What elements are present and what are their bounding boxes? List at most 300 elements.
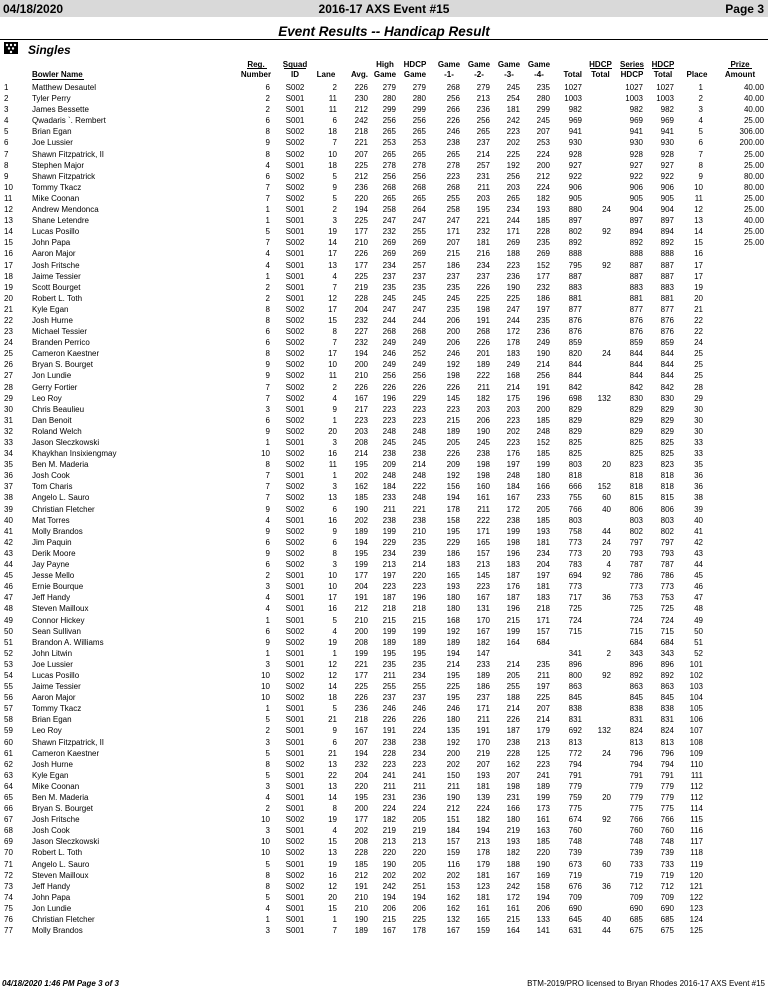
cell-series-hdcp: 892: [629, 238, 643, 248]
cell-game-2: 211: [477, 382, 490, 392]
col-avg: Avg.: [350, 70, 368, 79]
cell-game-1: 195: [446, 526, 460, 536]
cell-place: 9: [698, 171, 703, 181]
cell-high-game: 253: [382, 138, 396, 148]
cell-hdcp-game: 245: [412, 293, 426, 303]
cell-hdcp-total-2: 888: [660, 249, 674, 259]
cell-total: 773: [568, 537, 582, 547]
cell-place: 109: [689, 748, 703, 758]
cell-place: 20: [694, 293, 703, 303]
cell-place: 116: [690, 826, 703, 836]
cell-high-game: 246: [382, 704, 396, 714]
cell-high-game: 226: [382, 382, 396, 392]
cell-series-hdcp: 888: [629, 249, 643, 259]
cell-total: 725: [568, 604, 582, 614]
cell-reg-number: 7: [265, 493, 270, 503]
cell-average: 190: [354, 915, 368, 925]
cell-reg-number: 8: [265, 460, 270, 470]
cell-squad-id: S001: [285, 715, 305, 725]
cell-squad-id: S001: [285, 160, 305, 170]
cell-place: 119: [690, 859, 703, 869]
cell-total: 719: [568, 870, 582, 880]
cell-lane: 12: [328, 881, 337, 891]
cell-game-2: 159: [476, 926, 490, 936]
cell-game-3: 161: [506, 903, 520, 913]
cell-total: 783: [568, 560, 582, 570]
cell-row-position: 63: [4, 770, 13, 780]
cell-reg-number: 7: [265, 182, 270, 192]
table-row: [0, 481, 768, 492]
cell-row-position: 46: [4, 582, 13, 592]
cell-squad-id: S002: [285, 460, 305, 470]
cell-game-1: 226: [446, 449, 460, 459]
cell-game-3: 256: [506, 171, 520, 181]
cell-hdcp-game: 223: [412, 415, 426, 425]
cell-lane: 9: [332, 182, 337, 192]
cell-place: 42: [694, 537, 703, 547]
cell-average: 228: [354, 293, 368, 303]
cell-bowler-name: Andrew Mendonca: [32, 205, 99, 215]
cell-bowler-name: Shane Letendre: [32, 216, 89, 226]
cell-game-1: 145: [446, 393, 460, 403]
cell-squad-id: S001: [285, 94, 305, 104]
cell-game-4: 232: [536, 282, 550, 292]
cell-row-position: 18: [4, 271, 13, 281]
cell-reg-number: 7: [265, 393, 270, 403]
cell-game-4: 194: [536, 892, 550, 902]
cell-game-1: 206: [446, 338, 460, 348]
cell-series-hdcp: 927: [629, 160, 643, 170]
cell-game-3: 172: [506, 892, 520, 902]
cell-lane: 11: [328, 371, 337, 381]
cell-average: 210: [354, 903, 368, 913]
cell-prize-amount: 40.00: [743, 105, 764, 115]
cell-squad-id: S002: [285, 171, 305, 181]
cell-game-3: 242: [506, 116, 520, 126]
cell-game-2: 157: [476, 548, 490, 558]
cell-place: 45: [694, 571, 703, 581]
cell-lane: 1: [332, 915, 337, 925]
cell-average: 232: [354, 338, 368, 348]
cell-lane: 1: [332, 415, 337, 425]
cell-average: 212: [354, 604, 368, 614]
cell-high-game: 223: [382, 404, 396, 414]
cell-average: 226: [354, 382, 368, 392]
cell-game-1: 209: [446, 460, 460, 470]
cell-game-1: 192: [446, 626, 460, 636]
cell-reg-number: 5: [265, 859, 270, 869]
cell-total: 941: [568, 127, 582, 137]
cell-average: 223: [354, 415, 368, 425]
cell-reg-number: 9: [265, 637, 270, 647]
cell-place: 115: [690, 815, 703, 825]
footer-timestamp: 04/18/2020 1:46 PM Page 3 of 3: [2, 979, 119, 988]
cell-hdcp-game: 237: [412, 271, 426, 281]
cell-game-2: 245: [476, 438, 490, 447]
cell-squad-id: S002: [285, 526, 305, 536]
table-row: [0, 93, 768, 104]
cell-place: 112: [690, 781, 703, 791]
cell-place: 12: [694, 205, 703, 215]
cell-average: 225: [354, 682, 368, 692]
cell-squad-id: S002: [285, 837, 305, 847]
cell-place: 46: [694, 582, 703, 592]
cell-bowler-name: Bryan S. Bourget: [32, 804, 93, 814]
cell-total: 773: [568, 548, 582, 558]
cell-average: 232: [354, 315, 368, 325]
cell-lane: 3: [332, 482, 337, 492]
cell-hdcp-total: 60: [602, 493, 611, 503]
cell-reg-number: 4: [265, 903, 270, 913]
cell-lane: 19: [328, 859, 337, 869]
cell-average: 185: [354, 859, 368, 869]
cell-squad-id: S002: [285, 415, 305, 425]
cell-row-position: 67: [4, 815, 13, 825]
cell-game-3: 167: [506, 493, 520, 503]
cell-high-game: 280: [382, 94, 396, 104]
cell-bowler-name: Leo Roy: [32, 726, 62, 736]
cell-game-2: 181: [476, 781, 490, 791]
cell-hdcp-game: 255: [412, 682, 426, 692]
cell-game-2: 206: [476, 415, 490, 425]
cell-high-game: 196: [382, 393, 396, 403]
cell-series-hdcp: 887: [629, 260, 643, 270]
cell-total: 760: [568, 826, 582, 836]
cell-average: 212: [354, 171, 368, 181]
cell-bowler-name: Brian Egan: [32, 127, 72, 137]
cell-reg-number: 3: [265, 826, 270, 836]
cell-squad-id: S001: [285, 926, 305, 936]
cell-place: 14: [694, 227, 703, 237]
cell-bowler-name: Khaykhan Insixiengmay: [32, 449, 117, 459]
cell-total: 888: [568, 249, 582, 259]
table-row: [0, 104, 768, 115]
cell-series-hdcp: 922: [629, 171, 643, 181]
table-row: [0, 836, 768, 847]
cell-reg-number: 2: [265, 282, 270, 292]
cell-lane: 5: [332, 704, 337, 714]
cell-game-4: 212: [536, 171, 550, 181]
cell-game-4: 204: [536, 560, 550, 570]
cell-game-4: 213: [536, 737, 550, 747]
cell-lane: 20: [328, 892, 337, 902]
cell-reg-number: 9: [265, 371, 270, 381]
col-hdcptotal2-top: HDCP: [651, 60, 675, 69]
table-row: [0, 903, 768, 914]
cell-bowler-name: Angelo L. Sauro: [32, 859, 90, 869]
cell-average: 204: [354, 582, 368, 592]
cell-total: 982: [568, 105, 582, 115]
cell-hdcp-total: 92: [602, 260, 611, 270]
table-row: [0, 603, 768, 614]
cell-hdcp-total-2: 825: [660, 449, 674, 459]
cell-hdcp-game: 196: [412, 593, 426, 603]
bowling-pins-icon: [4, 42, 18, 54]
cell-place: 8: [698, 160, 703, 170]
cell-hdcp-game: 256: [412, 371, 426, 381]
cell-reg-number: 5: [265, 770, 270, 780]
cell-row-position: 59: [4, 726, 13, 736]
cell-prize-amount: 40.00: [743, 216, 764, 226]
cell-row-position: 55: [4, 682, 13, 692]
table-row: [0, 592, 768, 603]
cell-hdcp-total-2: 894: [660, 227, 674, 237]
cell-prize-amount: 25.00: [743, 238, 764, 248]
cell-squad-id: S001: [285, 404, 305, 414]
cell-high-game: 215: [382, 915, 396, 925]
cell-reg-number: 8: [265, 870, 270, 880]
cell-hdcp-game: 234: [412, 670, 426, 680]
cell-game-2: 219: [476, 748, 490, 758]
cell-reg-number: 2: [265, 94, 270, 104]
cell-high-game: 199: [382, 626, 396, 636]
cell-row-position: 38: [4, 493, 13, 503]
table-row: [0, 193, 768, 204]
cell-hdcp-game: 178: [412, 926, 426, 936]
cell-hdcp-game: 247: [412, 304, 426, 314]
cell-game-2: 193: [476, 770, 490, 780]
underline-squad: [284, 68, 306, 69]
cell-game-2: 145: [476, 571, 490, 581]
cell-game-2: 213: [476, 837, 490, 847]
cell-hdcp-total-2: 969: [660, 116, 674, 126]
cell-average: 221: [354, 138, 368, 148]
cell-row-position: 54: [4, 670, 13, 680]
cell-series-hdcp: 829: [629, 404, 643, 414]
cell-game-1: 135: [446, 726, 460, 736]
cell-squad-id: S002: [285, 393, 305, 403]
cell-total: 883: [568, 282, 582, 292]
cell-row-position: 7: [4, 149, 9, 159]
cell-game-2: 195: [476, 205, 490, 215]
cell-high-game: 238: [382, 515, 396, 525]
cell-series-hdcp: 724: [629, 615, 643, 625]
cell-total: 863: [568, 682, 582, 692]
cell-lane: 15: [328, 315, 337, 325]
cell-game-4: 199: [536, 793, 550, 802]
cell-game-3: 249: [506, 360, 520, 370]
cell-hdcp-total-2: 725: [660, 604, 674, 614]
cell-prize-amount: 80.00: [743, 171, 764, 181]
cell-game-1: 192: [446, 360, 460, 370]
table-row: [0, 570, 768, 581]
cell-lane: 12: [328, 659, 337, 669]
cell-lane: 3: [332, 438, 337, 447]
cell-squad-id: S001: [285, 571, 305, 581]
cell-game-1: 229: [446, 537, 460, 547]
cell-squad-id: S002: [285, 670, 305, 680]
cell-hdcp-total-2: 775: [660, 804, 674, 814]
cell-series-hdcp: 786: [629, 571, 643, 581]
cell-average: 208: [354, 438, 368, 447]
table-row: [0, 149, 768, 160]
cell-lane: 13: [328, 848, 337, 858]
col-high-top: High: [376, 60, 394, 69]
cell-lane: 7: [332, 926, 337, 936]
cell-game-1: 225: [446, 682, 460, 692]
cell-place: 43: [694, 548, 703, 558]
col-high-bottom: Game: [373, 70, 397, 79]
cell-game-1: 215: [446, 249, 460, 259]
cell-hdcp-game: 248: [412, 493, 426, 503]
cell-squad-id: S001: [285, 282, 305, 292]
cell-series-hdcp: 712: [629, 881, 643, 891]
cell-total: 739: [568, 848, 582, 858]
cell-high-game: 242: [382, 881, 396, 891]
cell-game-2: 161: [476, 903, 490, 913]
footer-license: BTM-2019/PRO licensed to Bryan Rhodes 2016-17 AXS Event #15: [527, 979, 765, 988]
cell-game-2: 203: [476, 404, 490, 414]
table-row: [0, 737, 768, 748]
cell-reg-number: 6: [265, 83, 270, 92]
cell-total: 838: [568, 704, 582, 714]
cell-average: 207: [354, 149, 368, 159]
cell-hdcp-total-2: 1003: [656, 94, 674, 104]
cell-series-hdcp: 863: [629, 682, 643, 692]
cell-squad-id: S001: [285, 593, 305, 603]
cell-game-2: 182: [476, 393, 490, 403]
cell-game-3: 190: [506, 282, 520, 292]
cell-bowler-name: Brandon A. Williams: [32, 637, 104, 647]
cell-lane: 19: [328, 227, 337, 237]
table-row: [0, 115, 768, 126]
cell-squad-id: S001: [285, 826, 305, 836]
cell-hdcp-total-2: 897: [660, 216, 674, 226]
cell-high-game: 269: [382, 238, 396, 248]
cell-bowler-name: Josh Hurne: [32, 315, 73, 325]
cell-game-3: 192: [506, 160, 520, 170]
cell-series-hdcp: 829: [629, 426, 643, 436]
table-row: [0, 515, 768, 526]
cell-average: 207: [354, 737, 368, 747]
cell-game-2: 203: [476, 193, 490, 203]
cell-place: 102: [689, 670, 703, 680]
cell-average: 204: [354, 304, 368, 314]
cell-lane: 1: [332, 471, 337, 481]
cell-game-1: 211: [447, 781, 460, 791]
col-g2-top: Game: [467, 60, 491, 69]
cell-place: 110: [690, 759, 703, 769]
cell-hdcp-total: 152: [597, 482, 611, 492]
cell-hdcp-total-2: 753: [660, 593, 674, 603]
cell-bowler-name: Lucas Posillo: [32, 670, 80, 680]
cell-hdcp-game: 214: [412, 460, 426, 470]
cell-lane: 17: [328, 349, 337, 359]
cell-average: 190: [354, 504, 368, 514]
cell-game-4: 141: [536, 926, 550, 936]
cell-game-1: 256: [446, 94, 460, 104]
cell-hdcp-total-2: 881: [660, 293, 674, 303]
cell-series-hdcp: 779: [629, 781, 643, 791]
cell-average: 218: [354, 127, 368, 137]
cell-lane: 8: [332, 548, 337, 558]
cell-game-2: 194: [476, 826, 490, 836]
cell-game-3: 207: [506, 770, 520, 780]
cell-game-2: 131: [476, 604, 490, 614]
cell-game-4: 220: [536, 848, 550, 858]
cell-game-3: 269: [506, 238, 520, 248]
cell-total: 715: [568, 626, 582, 636]
cell-hdcp-game: 237: [412, 693, 426, 703]
cell-series-hdcp: 876: [629, 315, 643, 325]
cell-game-3: 172: [506, 327, 520, 337]
table-row: [0, 637, 768, 648]
cell-squad-id: S002: [285, 682, 305, 692]
cell-hdcp-game: 189: [412, 637, 426, 647]
cell-hdcp-game: 220: [412, 848, 426, 858]
cell-hdcp-game: 241: [412, 770, 426, 780]
cell-hdcp-game: 223: [412, 404, 426, 414]
cell-high-game: 265: [382, 149, 396, 159]
cell-reg-number: 6: [265, 116, 270, 126]
cell-high-game: 228: [382, 748, 396, 758]
table-row: [0, 370, 768, 381]
cell-game-4: 166: [536, 482, 550, 492]
cell-total: 877: [568, 304, 582, 314]
cell-game-3: 180: [506, 815, 520, 825]
cell-game-2: 221: [476, 216, 490, 226]
cell-reg-number: 6: [265, 537, 270, 547]
cell-row-position: 75: [4, 903, 13, 913]
cell-place: 5: [698, 127, 703, 137]
cell-row-position: 72: [4, 870, 13, 880]
cell-bowler-name: Tommy Tkacz: [32, 182, 82, 192]
cell-squad-id: S002: [285, 815, 305, 825]
cell-game-4: 185: [536, 415, 550, 425]
cell-bowler-name: Ben M. Maderia: [32, 793, 89, 802]
cell-row-position: 13: [4, 216, 13, 226]
cell-game-4: 185: [536, 837, 550, 847]
cell-hdcp-total: 20: [602, 793, 611, 802]
cell-hdcp-game: 280: [412, 94, 426, 104]
cell-game-2: 147: [476, 648, 490, 658]
cell-total: 928: [568, 149, 582, 159]
cell-game-1: 266: [446, 105, 460, 115]
cell-high-game: 279: [382, 83, 396, 92]
cell-hdcp-game: 238: [412, 737, 426, 747]
cell-bowler-name: Roland Welch: [32, 426, 82, 436]
cell-series-hdcp: 779: [629, 793, 643, 802]
cell-average: 177: [354, 571, 368, 581]
cell-bowler-name: Chris Beaulieu: [32, 404, 85, 414]
cell-series-hdcp: 766: [629, 815, 643, 825]
cell-average: 177: [354, 260, 368, 270]
cell-high-game: 234: [382, 548, 396, 558]
cell-game-2: 160: [476, 482, 490, 492]
cell-place: 6: [698, 138, 703, 148]
cell-hdcp-total-2: 829: [660, 404, 674, 414]
cell-bowler-name: Jason Sleczkowski: [32, 438, 100, 447]
cell-squad-id: S002: [285, 371, 305, 381]
cell-game-3: 223: [506, 415, 520, 425]
cell-hdcp-total-2: 675: [660, 926, 674, 936]
cell-place: 30: [694, 426, 703, 436]
cell-lane: 6: [332, 116, 337, 126]
cell-game-1: 195: [446, 693, 460, 703]
table-row: [0, 426, 768, 437]
cell-hdcp-game: 224: [412, 726, 426, 736]
cell-lane: 16: [328, 604, 337, 614]
cell-total: 779: [568, 781, 582, 791]
cell-lane: 13: [328, 493, 337, 503]
cell-place: 11: [694, 193, 703, 203]
cell-game-3: 215: [506, 915, 520, 925]
cell-place: 49: [694, 615, 703, 625]
cell-hdcp-total-2: 892: [660, 238, 674, 248]
cell-hdcp-game: 234: [412, 748, 426, 758]
cell-game-1: 215: [446, 415, 460, 425]
cell-bowler-name: Branden Perrico: [32, 338, 90, 348]
